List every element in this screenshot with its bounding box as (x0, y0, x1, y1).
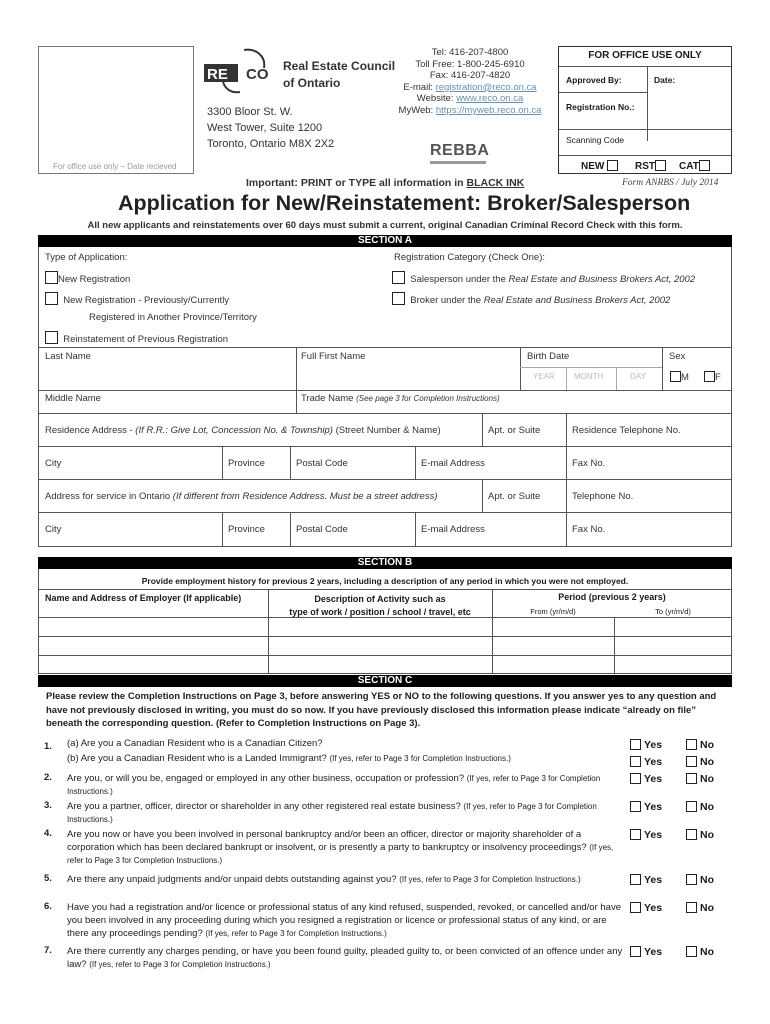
first-name-label: Full First Name (301, 351, 366, 362)
rebba-logo-text: REBBA (430, 142, 490, 159)
q5-question: Are there any unpaid judgments and/or unpaid debts outstanding against you? (67, 874, 400, 885)
city-label: City (45, 458, 62, 469)
q5-yes-label: Yes (644, 874, 663, 886)
contact-block (380, 47, 560, 117)
reinstatement-checkbox[interactable] (45, 331, 58, 344)
svc-prefix: Address for service in Ontario (45, 491, 173, 502)
option-new-prev[interactable] (45, 292, 229, 306)
col-employer: Name and Address of Employer (If applicable) (45, 593, 242, 603)
question-2 (38, 772, 732, 800)
section-b-header: SECTION B (38, 557, 732, 569)
org-name-line1: Real Estate Council (283, 59, 396, 73)
q5-no[interactable] (686, 874, 714, 886)
svc-ital: (If different from Residence Address. Must be a street address) (172, 491, 438, 502)
office-rst-label: RST (635, 161, 655, 172)
website-link[interactable]: www.reco.on.ca (456, 93, 524, 105)
registration-no-label: Registration No.: (566, 102, 635, 112)
q3-no-label: No (700, 801, 714, 813)
office-title: FOR OFFICE USE ONLY (588, 50, 702, 61)
month-label: MONTH (574, 372, 604, 381)
category-label: Registration Category (394, 252, 486, 263)
office-new-checkbox[interactable] (607, 160, 618, 171)
q1b-yes-checkbox[interactable] (630, 756, 641, 767)
q2-yes[interactable] (630, 773, 662, 785)
q6-no[interactable] (686, 902, 714, 914)
q3-yes-checkbox[interactable] (630, 801, 641, 812)
q1a-no-checkbox[interactable] (686, 739, 697, 750)
col-desc-line2: type of work / position / school / travel, etc (289, 607, 471, 617)
office-new-label: NEW (581, 161, 605, 172)
q6-no-checkbox[interactable] (686, 902, 697, 913)
salesperson-checkbox[interactable] (392, 271, 405, 284)
q4-no-checkbox[interactable] (686, 829, 697, 840)
office-use-box (558, 46, 732, 174)
org-name-line2: of Ontario (283, 76, 341, 90)
q4-number: 4. (44, 828, 52, 839)
q1a-no[interactable] (686, 739, 714, 751)
q3-yes-label: Yes (644, 801, 663, 813)
q6-text (67, 901, 627, 940)
option-reinstatement[interactable] (45, 331, 228, 345)
page-title: Application for New/Reinstatement: Broker/Salesperson (118, 191, 691, 215)
q1a-yes-label: Yes (644, 739, 663, 751)
province2-label: Province (228, 524, 265, 535)
email2-label: E-mail Address (421, 524, 485, 535)
registration-category-label (394, 252, 545, 263)
q1b-no-label: No (700, 756, 714, 768)
question-7 (38, 945, 732, 975)
tollfree: Toll Free: 1-800-245-6910 (415, 58, 525, 70)
q5-text (67, 873, 627, 886)
category-note: (Check One): (488, 252, 546, 263)
q4-text (67, 828, 627, 867)
website-label: Website: (416, 93, 457, 105)
section-c-header: SECTION C (38, 675, 732, 687)
q1a-no-label: No (700, 739, 714, 751)
q7-no[interactable] (686, 946, 714, 958)
new-prev-label: New Registration - Previously/Currently (63, 295, 230, 306)
office-rst-checkbox[interactable] (655, 160, 666, 171)
q6-yes-label: Yes (644, 902, 663, 914)
q5-yes-checkbox[interactable] (630, 874, 641, 885)
col-description (268, 593, 492, 619)
q1b-yes-label: Yes (644, 756, 663, 768)
sex-label: Sex (669, 351, 686, 362)
important-prefix: Important: PRINT or TYPE all information in (246, 177, 467, 189)
office-cat-checkbox[interactable] (699, 160, 710, 171)
q3-yes[interactable] (630, 801, 662, 813)
q3-question: Are you a partner, officer, director or shareholder in any other registered real estate business? (67, 801, 464, 812)
trade-name-label (301, 393, 500, 404)
q4-yes-checkbox[interactable] (630, 829, 641, 840)
q5-no-checkbox[interactable] (686, 874, 697, 885)
q7-text (67, 945, 627, 971)
q6-yes[interactable] (630, 902, 662, 914)
q4-ref: (If yes, refer to Page 3 for Completion Instructions.) (67, 843, 614, 865)
q6-yes-checkbox[interactable] (630, 902, 641, 913)
new-prev-checkbox[interactable] (45, 292, 58, 305)
residence-phone-label: Residence Telephone No. (572, 425, 681, 436)
sex-m-checkbox[interactable] (670, 371, 681, 382)
question-4 (38, 828, 732, 872)
category-salesperson[interactable] (392, 271, 695, 285)
q2-yes-checkbox[interactable] (630, 773, 641, 784)
apt-label: Apt. or Suite (488, 425, 541, 436)
rebba-logo-rule (430, 161, 486, 164)
question-3 (38, 800, 732, 828)
q7-question: Are there currently any charges pending, or have you been found guilty, pleaded guilty to, or been convicted of an offence under any law? (67, 946, 623, 970)
section-c-intro: Please review the Completion Instructions on Page 3, before answering YES or NO to the following questions. If you answer yes to any question and have not previously disclosed in writing, you must do so now. If you have previously disclosed this information please indicate “already on file” beneath the corresponding question. (Refer to Completion Instructions on Page 3). (46, 691, 717, 729)
telephone-label: Telephone No. (572, 491, 634, 502)
q1b-no[interactable] (686, 756, 714, 768)
birth-date-label: Birth Date (527, 351, 570, 362)
res-addr-prefix: Residence Address - (45, 425, 136, 436)
year-label: YEAR (533, 372, 555, 381)
q1b-text (67, 752, 627, 765)
q3-number: 3. (44, 800, 52, 811)
email-line (380, 82, 560, 94)
q5-yes[interactable] (630, 874, 662, 886)
postal-code-label: Postal Code (296, 458, 348, 469)
q2-no-checkbox[interactable] (686, 773, 697, 784)
q2-no-label: No (700, 773, 714, 785)
q4-yes-label: Yes (644, 829, 663, 841)
question-1 (38, 737, 732, 773)
myweb-link[interactable]: https://myweb.reco.on.ca (435, 104, 542, 116)
office-rst (635, 160, 666, 172)
address-line2: West Tower, Suite 1200 (207, 122, 323, 134)
website-line (380, 93, 560, 105)
q1a-yes-checkbox[interactable] (630, 739, 641, 750)
fax2-label: Fax No. (572, 524, 606, 535)
form-ref: Form ANRBS / July 2014 (622, 178, 719, 188)
address-line3: Toronto, Ontario M8X 2X2 (207, 138, 335, 150)
apt2-label: Apt. or Suite (488, 491, 541, 502)
address-line1: 3300 Bloor St. W. (207, 106, 293, 118)
section-b-note: Provide employment history for previous 2 years, including a description of any period in which you were not employed. (141, 576, 629, 586)
q2-number: 2. (44, 772, 52, 783)
email-link[interactable]: registration@reco.on.ca (435, 81, 537, 93)
salesperson-act: Real Estate and Business Brokers Act, 2002 (508, 274, 696, 285)
q1b-ref: (If yes, refer to Page 3 for Completion Instructions.) (329, 754, 511, 763)
col-from: From (yr/m/d) (530, 607, 576, 616)
q7-yes[interactable] (630, 946, 662, 958)
col-period: Period (previous 2 years) (558, 592, 666, 602)
date-received-box (38, 46, 194, 174)
q1b-yes[interactable] (630, 756, 662, 768)
q7-no-label: No (700, 946, 714, 958)
middle-name-label: Middle Name (45, 393, 101, 404)
q6-ref: (If yes, refer to Page 3 for Completion Instructions.) (205, 929, 387, 938)
reco-logo (204, 48, 280, 94)
day-label: DAY (630, 372, 646, 381)
broker-checkbox[interactable] (392, 292, 405, 305)
q2-yes-label: Yes (644, 773, 663, 785)
col-desc-line1: Description of Activity such as (314, 594, 446, 604)
new-registration-checkbox[interactable] (45, 271, 58, 284)
svg-text:RE: RE (207, 66, 228, 83)
sex-m[interactable] (670, 371, 689, 383)
q6-number: 6. (44, 901, 52, 912)
q7-number: 7. (44, 945, 52, 956)
postal2-label: Postal Code (296, 524, 348, 535)
office-cat (679, 160, 710, 172)
new-prev-line2: Registered in Another Province/Territory (89, 312, 257, 323)
important-ink: BLACK INK (466, 177, 525, 189)
email-address-label: E-mail Address (421, 458, 485, 469)
last-name-label: Last Name (45, 351, 91, 362)
broker-label: Broker under the (410, 295, 484, 306)
sex-m-label: M (681, 372, 689, 383)
q5-no-label: No (700, 874, 714, 886)
question-6 (38, 901, 732, 945)
page-subtitle: All new applicants and reinstatements over 60 days must submit a current, original Canadian Criminal Record Check with this form. (87, 220, 683, 231)
q6-question: Have you had a registration and/or licence or professional status of any kind refused, suspended, revoked, or cancelled and/or have you been involved in any proceeding during which you resigned a registration or licence or professional status of any kind, or are there any proceedings pending? (67, 902, 621, 939)
q5-number: 5. (44, 873, 52, 884)
option-new-registration[interactable] (45, 271, 130, 285)
q4-no-label: No (700, 829, 714, 841)
trade-name-text: Trade Name (301, 393, 354, 404)
province-label: Province (228, 458, 265, 469)
res-addr-ital: (If R.R.: Give Lot, Concession No. & Township) (135, 425, 333, 436)
q1-number: 1. (44, 741, 52, 752)
trade-name-note: (See page 3 for Completion Instructions) (356, 394, 500, 403)
salesperson-label: Salesperson under the (410, 274, 509, 285)
sex-f[interactable] (704, 371, 721, 383)
q3-ref: (If yes, refer to Page 3 for Completion Instructions.) (67, 802, 597, 824)
scanning-code-label: Scanning Code (566, 135, 625, 145)
q1a-yes[interactable] (630, 739, 662, 751)
q2-no[interactable] (686, 773, 714, 785)
fax: Fax: 416-207-4820 (429, 70, 511, 82)
col-to: To (yr/m/d) (655, 607, 691, 616)
email-label: E-mail: (403, 81, 436, 93)
q5-ref: (If yes, refer to Page 3 for Completion Instructions.) (399, 875, 581, 884)
rebba-logo (430, 142, 510, 166)
q1b-no-checkbox[interactable] (686, 756, 697, 767)
q4-question: Are you now or have you been involved in personal bankruptcy and/or been an officer, director or majority shareholder of a corporation which has been declared bankrupt or insolvent, or is presently a party to bankruptcy or insolvency proceedings? (67, 829, 590, 853)
q7-yes-checkbox[interactable] (630, 946, 641, 957)
category-broker[interactable] (392, 292, 670, 306)
tel: Tel: 416-207-4800 (431, 47, 509, 58)
q1b-question: (b) Are you a Canadian Resident who is a Landed Immigrant? (67, 753, 330, 764)
office-note: For office use only – Date recieved (53, 162, 177, 171)
q2-question: Are you, or will you be, engaged or employed in any other business, occupation or profession? (67, 773, 467, 784)
svg-text:CO: CO (246, 66, 269, 83)
new-registration-label: New Registration (58, 274, 131, 285)
question-5 (38, 873, 732, 901)
q7-no-checkbox[interactable] (686, 946, 697, 957)
fax-no-label: Fax No. (572, 458, 606, 469)
q3-text (67, 800, 627, 826)
q3-no[interactable] (686, 801, 714, 813)
approved-by-label: Approved By: (566, 75, 622, 85)
q2-text (67, 772, 627, 798)
q4-yes[interactable] (630, 829, 662, 841)
q6-no-label: No (700, 902, 714, 914)
city2-label: City (45, 524, 62, 535)
important-note (246, 177, 524, 189)
reinstatement-label: Reinstatement of Previous Registration (63, 334, 229, 345)
office-new (581, 160, 618, 172)
res-addr-suffix: (Street Number & Name) (332, 425, 441, 436)
myweb-line (380, 105, 560, 117)
type-of-application-label: Type of Application: (45, 252, 128, 263)
service-address-label (45, 491, 438, 502)
q2-ref: (If yes, refer to Page 3 for Completion Instructions.) (67, 774, 601, 796)
date-label: Date: (654, 75, 676, 85)
q7-yes-label: Yes (644, 946, 663, 958)
myweb-label: MyWeb: (398, 104, 436, 116)
sex-f-checkbox[interactable] (704, 371, 715, 382)
q4-no[interactable] (686, 829, 714, 841)
q3-no-checkbox[interactable] (686, 801, 697, 812)
residence-address-label (45, 425, 441, 436)
q1a-text: (a) Are you a Canadian Resident who is a Canadian Citizen? (67, 738, 323, 749)
sex-f-label: F (715, 372, 721, 383)
office-cat-label: CAT (679, 161, 699, 172)
broker-act: Real Estate and Business Brokers Act, 2002 (483, 295, 671, 306)
q7-ref: (If yes, refer to Page 3 for Completion Instructions.) (89, 960, 271, 969)
section-a-header: SECTION A (38, 235, 732, 247)
